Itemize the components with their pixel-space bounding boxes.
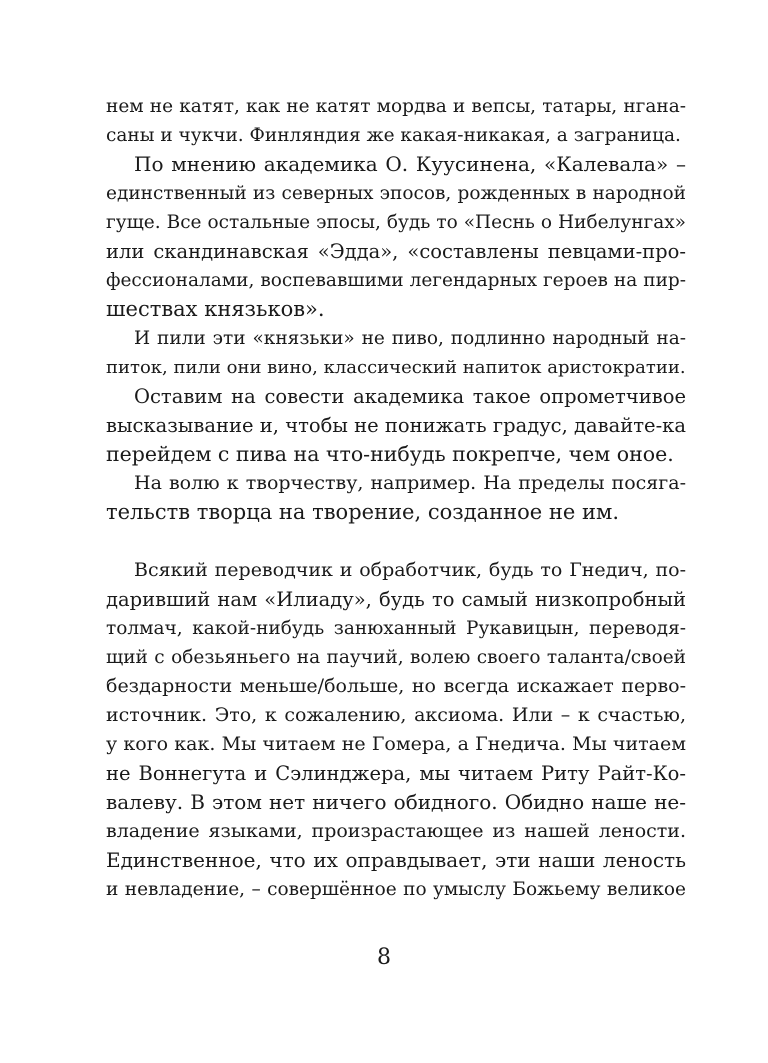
text-line: бездарности меньше/больше, но всегда искажает перво-: [106, 675, 686, 697]
text-line: или скандинавская «Эдда», «составлены певцами-про-: [106, 240, 686, 263]
text-line: валеву. В этом нет ничего обидного. Обидно наше не-: [106, 790, 686, 814]
text-line: высказывание и, чтобы не понижать градус, давайте-ка: [106, 414, 686, 437]
text-line: По мнению академика О. Куусинена, «Калевала» –: [134, 152, 686, 176]
text-line: владение языками, произрастающее из нашей лености.: [106, 820, 686, 842]
text-line: щий с обезьяньего на паучий, волею своего таланта/своей: [106, 647, 686, 668]
text-line: толмач, какой-нибудь занюханный Рукавицын, переводя-: [106, 618, 686, 639]
text-line: тельств творца на творение, созданное не им.: [106, 500, 619, 524]
text-line: питок, пили они вино, классический напиток аристократии.: [106, 357, 686, 378]
text-line: Всякий переводчик и обработчик, будь то Гнедич, по-: [134, 559, 686, 581]
text-line: единственный из северных эпосов, рожденных в народной: [106, 183, 686, 204]
text-line: не Воннегута и Сэлинджера, мы читаем Риту Райт-Ко-: [106, 762, 686, 785]
text-line: Оставим на совести академика такое опрометчивое: [134, 385, 686, 408]
text-line: И пили эти «князьки» не пиво, подлинно народный на-: [134, 328, 686, 349]
text-line: фессионалами, воспевавшими легендарных героев на пир-: [106, 270, 686, 291]
text-line: у кого как. Мы читаем не Гомера, а Гнедича. Мы читаем: [106, 733, 686, 755]
text-line: гуще. Все остальные эпосы, будь то «Песнь о Нибелунгах»: [106, 212, 686, 233]
text-line: источник. Это, к сожалению, аксиома. Или – к счастью,: [106, 704, 686, 726]
text-line: даривший нам «Илиаду», будь то самый низкопробный: [106, 588, 686, 611]
text-line: Единственное, что их оправдывает, эти наши леность: [106, 848, 686, 872]
text-line: На волю к творчеству, например. На пределы посяга-: [134, 472, 686, 494]
text-line: и невладение, – совершённое по умыслу Божьему великое: [106, 879, 686, 900]
text-line: нем не катят, как не катят мордва и вепсы, татары, нгана-: [106, 96, 686, 117]
page-number: 8: [377, 945, 391, 970]
text-line: шествах князьков».: [106, 297, 325, 321]
text-line: перейдем с пива на что-нибудь покрепче, чем оное.: [106, 442, 674, 466]
text-line: саны и чукчи. Финляндия же какая-никакая, а заграница.: [106, 125, 681, 146]
